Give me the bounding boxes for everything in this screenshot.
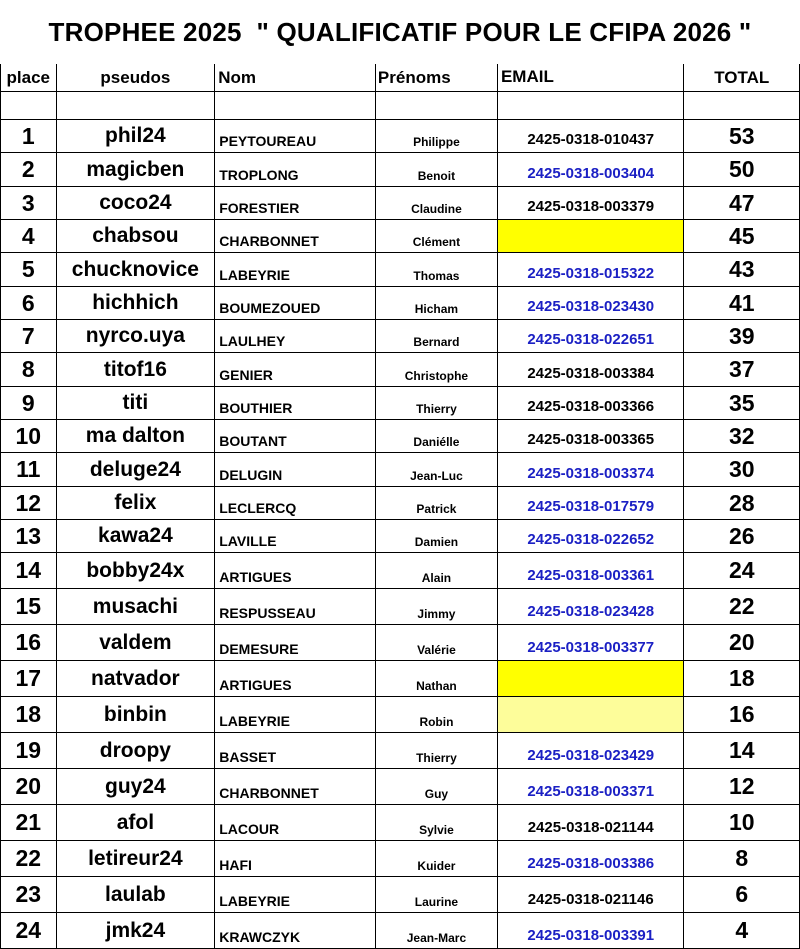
email-cell: 2425-0318-003379 bbox=[497, 187, 684, 220]
prenom-cell: Jean-Luc bbox=[375, 453, 497, 487]
prenom-cell: Thierry bbox=[375, 733, 497, 769]
prenom-cell: Damien bbox=[375, 520, 497, 553]
pseudo-cell: nyrco.uya bbox=[56, 320, 215, 353]
total-cell: 53 bbox=[684, 120, 800, 153]
total-cell: 50 bbox=[684, 153, 800, 187]
place-cell: 12 bbox=[1, 487, 57, 520]
prenom-cell: Valérie bbox=[375, 625, 497, 661]
table-row bbox=[1, 187, 800, 220]
table-row bbox=[1, 520, 800, 553]
place-cell: 21 bbox=[1, 805, 57, 841]
nom-cell: LAVILLE bbox=[215, 520, 376, 553]
total-cell: 43 bbox=[684, 253, 800, 287]
place-cell: 4 bbox=[1, 220, 57, 253]
email-cell: 2425-0318-022651 bbox=[497, 320, 684, 353]
place-cell: 9 bbox=[1, 387, 57, 420]
nom-cell: LECLERCQ bbox=[215, 487, 376, 520]
total-cell: 10 bbox=[684, 805, 800, 841]
total-cell: 26 bbox=[684, 520, 800, 553]
ranking-table-container bbox=[0, 64, 800, 949]
nom-cell: LABEYRIE bbox=[215, 697, 376, 733]
pseudo-cell: titof16 bbox=[56, 353, 215, 387]
pseudo-cell: binbin bbox=[56, 697, 215, 733]
place-cell: 19 bbox=[1, 733, 57, 769]
prenom-cell: Kuider bbox=[375, 841, 497, 877]
place-cell: 1 bbox=[1, 120, 57, 153]
email-cell: 2425-0318-017579 bbox=[497, 487, 684, 520]
table-row bbox=[1, 453, 800, 487]
table-row bbox=[1, 589, 800, 625]
pseudo-cell: coco24 bbox=[56, 187, 215, 220]
table-row bbox=[1, 253, 800, 287]
prenom-cell: Christophe bbox=[375, 353, 497, 387]
email-cell: 2425-0318-023428 bbox=[497, 589, 684, 625]
place-cell: 20 bbox=[1, 769, 57, 805]
total-cell: 16 bbox=[684, 697, 800, 733]
place-cell: 14 bbox=[1, 553, 57, 589]
total-cell: 37 bbox=[684, 353, 800, 387]
total-cell: 35 bbox=[684, 387, 800, 420]
header-nom: Nom bbox=[215, 64, 376, 92]
table-row bbox=[1, 287, 800, 320]
prenom-cell: Jimmy bbox=[375, 589, 497, 625]
pseudo-cell: natvador bbox=[56, 661, 215, 697]
email-cell: 2425-0318-003404 bbox=[497, 153, 684, 187]
prenom-cell: Bernard bbox=[375, 320, 497, 353]
pseudo-cell: jmk24 bbox=[56, 913, 215, 949]
prenom-cell: Clément bbox=[375, 220, 497, 253]
total-cell: 4 bbox=[684, 913, 800, 949]
table-body bbox=[1, 92, 800, 949]
table-row bbox=[1, 805, 800, 841]
total-cell: 30 bbox=[684, 453, 800, 487]
email-cell: 2425-0318-003377 bbox=[497, 625, 684, 661]
nom-cell: PEYTOUREAU bbox=[215, 120, 376, 153]
header-email: EMAIL bbox=[497, 64, 684, 92]
total-cell: 6 bbox=[684, 877, 800, 913]
place-cell: 10 bbox=[1, 420, 57, 453]
nom-cell: LACOUR bbox=[215, 805, 376, 841]
email-cell: 2425-0318-003384 bbox=[497, 353, 684, 387]
email-cell: 2425-0318-003391 bbox=[497, 913, 684, 949]
place-cell: 13 bbox=[1, 520, 57, 553]
email-cell: 2425-0318-021144 bbox=[497, 805, 684, 841]
header-place: place bbox=[1, 64, 57, 92]
prenom-cell: Benoit bbox=[375, 153, 497, 187]
place-cell: 22 bbox=[1, 841, 57, 877]
place-cell: 17 bbox=[1, 661, 57, 697]
spacer-row bbox=[1, 92, 800, 120]
total-cell: 32 bbox=[684, 420, 800, 453]
table-row bbox=[1, 387, 800, 420]
total-cell: 28 bbox=[684, 487, 800, 520]
total-cell: 47 bbox=[684, 187, 800, 220]
ranking-table bbox=[0, 64, 800, 949]
nom-cell: HAFI bbox=[215, 841, 376, 877]
pseudo-cell: kawa24 bbox=[56, 520, 215, 553]
prenom-cell: Hicham bbox=[375, 287, 497, 320]
nom-cell: LABEYRIE bbox=[215, 877, 376, 913]
prenom-cell: Thomas bbox=[375, 253, 497, 287]
place-cell: 7 bbox=[1, 320, 57, 353]
table-row bbox=[1, 120, 800, 153]
header-prenom: Prénoms bbox=[375, 64, 497, 92]
table-row bbox=[1, 877, 800, 913]
table-row bbox=[1, 220, 800, 253]
place-cell: 11 bbox=[1, 453, 57, 487]
total-cell: 12 bbox=[684, 769, 800, 805]
prenom-cell: Guy bbox=[375, 769, 497, 805]
prenom-cell: Daniélle bbox=[375, 420, 497, 453]
place-cell: 24 bbox=[1, 913, 57, 949]
table-row bbox=[1, 487, 800, 520]
nom-cell: DEMESURE bbox=[215, 625, 376, 661]
table-row bbox=[1, 420, 800, 453]
pseudo-cell: droopy bbox=[56, 733, 215, 769]
pseudo-cell: deluge24 bbox=[56, 453, 215, 487]
email-cell: 2425-0318-003386 bbox=[497, 841, 684, 877]
total-cell: 8 bbox=[684, 841, 800, 877]
email-cell: 2425-0318-022652 bbox=[497, 520, 684, 553]
total-cell: 24 bbox=[684, 553, 800, 589]
prenom-cell: Nathan bbox=[375, 661, 497, 697]
nom-cell: DELUGIN bbox=[215, 453, 376, 487]
table-row bbox=[1, 320, 800, 353]
prenom-cell: Robin bbox=[375, 697, 497, 733]
total-cell: 39 bbox=[684, 320, 800, 353]
nom-cell: RESPUSSEAU bbox=[215, 589, 376, 625]
email-cell: 2425-0318-003365 bbox=[497, 420, 684, 453]
pseudo-cell: chucknovice bbox=[56, 253, 215, 287]
prenom-cell: Jean-Marc bbox=[375, 913, 497, 949]
pseudo-cell: afol bbox=[56, 805, 215, 841]
email-cell bbox=[497, 661, 684, 697]
total-cell: 20 bbox=[684, 625, 800, 661]
email-cell: 2425-0318-010437 bbox=[497, 120, 684, 153]
email-cell: 2425-0318-023429 bbox=[497, 733, 684, 769]
pseudo-cell: bobby24x bbox=[56, 553, 215, 589]
nom-cell: BOUMEZOUED bbox=[215, 287, 376, 320]
table-row bbox=[1, 353, 800, 387]
table-row bbox=[1, 553, 800, 589]
pseudo-cell: chabsou bbox=[56, 220, 215, 253]
pseudo-cell: felix bbox=[56, 487, 215, 520]
nom-cell: BASSET bbox=[215, 733, 376, 769]
pseudo-cell: titi bbox=[56, 387, 215, 420]
nom-cell: BOUTANT bbox=[215, 420, 376, 453]
pseudo-cell: magicben bbox=[56, 153, 215, 187]
email-cell: 2425-0318-003361 bbox=[497, 553, 684, 589]
place-cell: 8 bbox=[1, 353, 57, 387]
prenom-cell: Alain bbox=[375, 553, 497, 589]
place-cell: 6 bbox=[1, 287, 57, 320]
pseudo-cell: valdem bbox=[56, 625, 215, 661]
email-cell: 2425-0318-023430 bbox=[497, 287, 684, 320]
email-cell bbox=[497, 220, 684, 253]
pseudo-cell: letireur24 bbox=[56, 841, 215, 877]
email-cell bbox=[497, 697, 684, 733]
pseudo-cell: musachi bbox=[56, 589, 215, 625]
email-cell: 2425-0318-015322 bbox=[497, 253, 684, 287]
prenom-cell: Sylvie bbox=[375, 805, 497, 841]
place-cell: 3 bbox=[1, 187, 57, 220]
table-row bbox=[1, 153, 800, 187]
table-row bbox=[1, 697, 800, 733]
prenom-cell: Patrick bbox=[375, 487, 497, 520]
table-row bbox=[1, 769, 800, 805]
place-cell: 18 bbox=[1, 697, 57, 733]
table-row bbox=[1, 733, 800, 769]
nom-cell: TROPLONG bbox=[215, 153, 376, 187]
nom-cell: CHARBONNET bbox=[215, 220, 376, 253]
nom-cell: ARTIGUES bbox=[215, 553, 376, 589]
email-cell: 2425-0318-003371 bbox=[497, 769, 684, 805]
table-row bbox=[1, 625, 800, 661]
page-title: TROPHEE 2025 " QUALIFICATIF POUR LE CFIPA 2026 " bbox=[48, 17, 752, 47]
nom-cell: KRAWCZYK bbox=[215, 913, 376, 949]
header-total: TOTAL bbox=[684, 64, 800, 92]
prenom-cell: Thierry bbox=[375, 387, 497, 420]
pseudo-cell: guy24 bbox=[56, 769, 215, 805]
nom-cell: ARTIGUES bbox=[215, 661, 376, 697]
nom-cell: FORESTIER bbox=[215, 187, 376, 220]
pseudo-cell: hichhich bbox=[56, 287, 215, 320]
nom-cell: BOUTHIER bbox=[215, 387, 376, 420]
total-cell: 22 bbox=[684, 589, 800, 625]
total-cell: 18 bbox=[684, 661, 800, 697]
header-row bbox=[1, 64, 800, 92]
nom-cell: GENIER bbox=[215, 353, 376, 387]
place-cell: 2 bbox=[1, 153, 57, 187]
email-cell: 2425-0318-003374 bbox=[497, 453, 684, 487]
pseudo-cell: ma dalton bbox=[56, 420, 215, 453]
total-cell: 14 bbox=[684, 733, 800, 769]
pseudo-cell: laulab bbox=[56, 877, 215, 913]
table-row bbox=[1, 841, 800, 877]
place-cell: 23 bbox=[1, 877, 57, 913]
total-cell: 45 bbox=[684, 220, 800, 253]
prenom-cell: Claudine bbox=[375, 187, 497, 220]
email-cell: 2425-0318-003366 bbox=[497, 387, 684, 420]
place-cell: 5 bbox=[1, 253, 57, 287]
table-row bbox=[1, 913, 800, 949]
total-cell: 41 bbox=[684, 287, 800, 320]
prenom-cell: Philippe bbox=[375, 120, 497, 153]
place-cell: 15 bbox=[1, 589, 57, 625]
table-row bbox=[1, 661, 800, 697]
email-cell: 2425-0318-021146 bbox=[497, 877, 684, 913]
header-pseudo: pseudos bbox=[56, 64, 215, 92]
place-cell: 16 bbox=[1, 625, 57, 661]
prenom-cell: Laurine bbox=[375, 877, 497, 913]
pseudo-cell: phil24 bbox=[56, 120, 215, 153]
nom-cell: LAULHEY bbox=[215, 320, 376, 353]
nom-cell: LABEYRIE bbox=[215, 253, 376, 287]
nom-cell: CHARBONNET bbox=[215, 769, 376, 805]
